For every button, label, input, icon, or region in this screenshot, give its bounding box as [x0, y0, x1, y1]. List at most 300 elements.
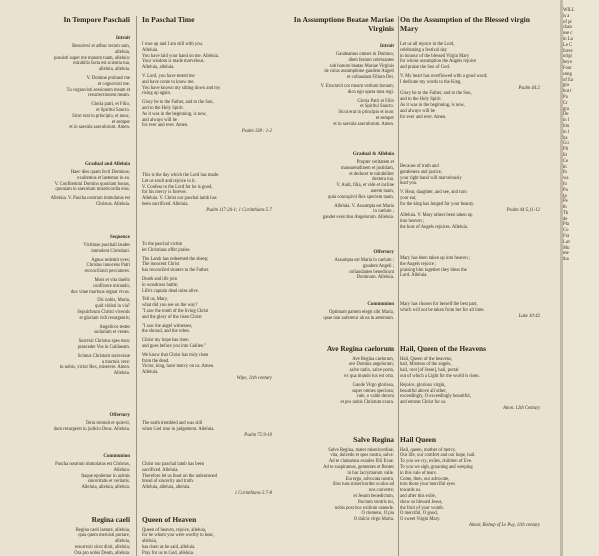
section-title: Ave Regina caelorum	[326, 344, 394, 353]
text-line: is a	[563, 13, 570, 19]
text-line: has reconciled sinners to the Father.	[142, 268, 210, 274]
verse-lines	[280, 310, 394, 322]
text-line: Resurrexi et adhuc tecum sum,	[72, 44, 130, 49]
text-line: Glory be to the Father, and to the Son,	[400, 91, 472, 97]
citation: 1 Corinthians 5:7-8	[234, 490, 272, 496]
text-line: Cr	[563, 100, 568, 106]
column-title: On the Assumption of the Blessed virgin Mary	[400, 16, 530, 33]
text-line: been sacrificed. Alleluia.	[142, 201, 189, 207]
text-line: in caelum ;	[373, 209, 394, 215]
text-line: of pr	[563, 19, 572, 25]
text-line: diem festum celebrantes	[348, 57, 394, 63]
verse-lines	[400, 213, 540, 230]
text-line: fo	[563, 170, 567, 176]
text-line: et gloriam vidi resurgentis;	[79, 315, 130, 321]
text-line: Victor, king, have mercy on us. Amen.	[142, 364, 215, 370]
text-line: hail, root [of Jesse], hail, portal	[400, 368, 459, 374]
text-line: Ave Regina caelorum,	[352, 356, 394, 362]
verse-lines	[400, 302, 540, 314]
hail-queen	[400, 436, 540, 529]
text-line: I rose up and I am still with you.	[142, 42, 204, 47]
text-line: Christus innocens Patri	[86, 263, 130, 269]
text-line: Assumpta est Maria in caelum ;	[334, 258, 394, 263]
text-line: Angelicos testes	[99, 324, 130, 330]
text-line: beautiful above all other,	[400, 388, 447, 394]
text-line: sinceritatis et veritatis.	[87, 479, 130, 485]
text-line: de cuius assumptione gaudent Angeli	[324, 69, 394, 75]
text-line: bread of sincerity and truth.	[142, 479, 194, 485]
text-line: ex qua mundo lux est orta.	[344, 373, 394, 379]
text-line: Pla	[563, 222, 569, 228]
text-line: sudarium et vestes.	[94, 330, 130, 336]
text-line: alleluia,	[142, 539, 157, 545]
section-heading: Offertory	[373, 250, 394, 255]
text-line: in hac lacrymarum valle.	[347, 470, 394, 476]
text-line: Pray for us to God, alleluia.	[142, 550, 194, 556]
text-line: et semper	[111, 119, 130, 125]
verse-lines	[142, 462, 272, 491]
text-line: quia quem meruisti portare,	[78, 533, 130, 539]
text-line: vita, dulcedo et spes nostra, salve.	[330, 453, 394, 459]
text-line: show us blessed Jesus,	[400, 499, 443, 505]
text-line: immolent Christiani.	[91, 248, 130, 254]
hail-queen-heavens	[400, 345, 540, 412]
text-line: turn those your merciful eyes	[400, 482, 455, 488]
text-line: me	[563, 251, 569, 257]
text-line: quae non auferetur ab ea in aeternum.	[323, 315, 394, 321]
text-line: illos tuos misericordes oculos ad	[332, 482, 394, 488]
text-line: but t	[563, 89, 572, 95]
text-line: and praise the Son of God.	[400, 65, 450, 71]
text-line: Therefore let us feast on the unleavened	[142, 473, 217, 479]
text-line: exceedingly, O exceedingly beautiful,	[400, 394, 471, 400]
section-heading: Sequence	[110, 235, 130, 240]
ave-regina	[280, 345, 394, 406]
text-line: et semper	[375, 115, 394, 121]
text-line: and goes before you into Galilee."	[142, 343, 207, 349]
section-heading: Offertory	[109, 413, 130, 418]
text-line: "I saw the tomb of the living Christ	[142, 308, 209, 314]
text-line: the host of Angels rejoices. Alleluia.	[400, 224, 469, 230]
text-line: Victimae paschali laudes	[83, 243, 130, 248]
text-line: Surrexit Christus spes mea:	[78, 339, 130, 345]
text-line: praising him together they bless the	[400, 267, 467, 273]
verse-lines	[142, 42, 272, 129]
text-line: Gaudeamus omnes in Domino,	[335, 52, 394, 57]
text-line: Christ our paschal lamb has been	[142, 462, 205, 467]
text-line: Agnus redemit oves;	[91, 257, 130, 263]
text-line: Ad te clamamus exsules filii Evae.	[328, 459, 394, 465]
text-line: wa	[563, 176, 569, 182]
text-line: V. Lord, you have tested me	[142, 73, 195, 79]
text-line: resurrectionem meam.	[88, 93, 130, 99]
gradual-english	[142, 173, 272, 214]
text-line: ha	[563, 135, 568, 141]
text-line: and have come to know me.	[142, 79, 195, 85]
text-line: quoniam in saeculum misericordia eius.	[55, 187, 130, 193]
text-line: and always will be	[142, 117, 178, 123]
text-line: et collaudant Filium Dei.	[347, 75, 394, 81]
citation: Aimar, Bishop of Le Puy, 11th century	[469, 522, 540, 528]
text-line: and to the Holy Spirit.	[400, 97, 442, 103]
text-line: Ora pro nobis Deum, alleluia.	[74, 550, 130, 556]
text-line: for whose assumption the Angels rejoice	[400, 59, 477, 65]
text-line: beyo	[563, 60, 573, 66]
text-line: Gu	[563, 141, 569, 147]
text-line: celebrating a festival day	[400, 47, 447, 53]
verse-lines	[8, 421, 130, 433]
text-line: in La	[563, 36, 573, 42]
text-line: th	[563, 205, 567, 211]
text-line: praecedet Vos in Galilaeam.	[77, 344, 130, 350]
text-line: for ever and ever. Amen.	[400, 114, 447, 120]
text-line: Our life, our comfort and our hope, hail.	[400, 453, 476, 459]
text-line: and to the Holy Spirit.	[142, 105, 184, 111]
regina-caeli	[8, 516, 130, 556]
section-heading: Communion	[103, 454, 130, 459]
text-line: Ce	[563, 158, 569, 164]
section-title: Hail, Queen of the Heavens	[400, 344, 487, 353]
communion-english	[142, 462, 272, 497]
section-title: Hail Queen	[400, 435, 436, 444]
gradual-english	[400, 164, 540, 231]
text-line: The Lamb has redeemed the sheep;	[142, 256, 209, 262]
text-line: Come, then, our advocate,	[400, 476, 450, 482]
text-line: Rejoice, glorious virgin,	[400, 382, 446, 388]
text-line: et deducet te mirabiliter	[349, 171, 394, 177]
text-line: Alleluia, alleluia, alleluia.	[142, 485, 191, 491]
text-line: forev	[563, 48, 573, 54]
text-line: Gaude Virgo gloriosa,	[352, 382, 394, 388]
text-line: We know that Christ has truly risen	[142, 352, 209, 358]
text-line: fo	[563, 181, 567, 187]
text-line: gra	[563, 106, 569, 112]
text-line: aurem tuam,	[370, 188, 394, 194]
communion-english	[400, 302, 540, 319]
offertory-latin	[280, 250, 394, 281]
text-line: in l	[563, 118, 570, 124]
text-line: Eia ergo, advocata nostra,	[345, 476, 394, 482]
text-line: Pa	[563, 187, 568, 193]
text-line: De	[563, 112, 569, 118]
text-line: Alleluia. V. Pascha nostrum immolatus est	[50, 196, 130, 202]
section-heading: Communion	[367, 302, 394, 307]
facing-page-edge	[563, 0, 599, 556]
verse-lines	[400, 164, 540, 208]
text-line: O sweet Virgin Mary.	[400, 517, 441, 523]
text-line: use c	[563, 31, 573, 37]
text-line: et Spiritui Sancto.	[96, 107, 130, 113]
text-line: tu nobis, victor Rex, miserere. Amen.	[59, 365, 130, 371]
text-line: nos converte;	[368, 488, 394, 494]
text-line: Four	[563, 65, 572, 71]
text-line: Pascha nostrum immolatus est Christus,	[55, 462, 130, 467]
offertory-english	[142, 421, 272, 438]
text-line: et Jesum benedictum,	[353, 493, 394, 499]
section-heading: Introit	[379, 44, 394, 49]
text-line: alleluia,	[115, 539, 130, 545]
text-line: et cognovisti me.	[97, 81, 130, 87]
citation: Psalm 75:9-10	[244, 432, 272, 438]
text-line: V. Confitemini Domino quoniam bonus,	[54, 181, 130, 187]
sequence-english	[142, 242, 272, 382]
latin-assumption-column	[280, 16, 394, 556]
text-line: Mors et vita duello	[94, 277, 130, 283]
text-line: dum resurgeret in judicio Deus. Alleluia.	[53, 426, 130, 432]
text-line: the shroud, and the robes.	[142, 329, 191, 335]
text-line: O clemens, O pia	[361, 511, 394, 517]
text-line: from the dead.	[142, 358, 170, 364]
text-line: your ear,	[400, 195, 417, 201]
text-line: V. Domine probasti me	[86, 75, 130, 81]
text-line: et in saecula saeculorum. Amen.	[69, 125, 130, 131]
text-line: lead you.	[400, 181, 418, 187]
text-line: Queen of heaven, rejoice, alleluia,	[142, 527, 207, 533]
column-title: In Tempore Paschali	[63, 16, 130, 24]
text-line: in honour of the blessed Virgin Mary	[400, 53, 470, 59]
verse-lines	[280, 160, 394, 221]
text-line: V. Eructavit cor meum verbum bonum;	[320, 83, 394, 89]
salve-regina	[280, 436, 394, 523]
text-line: Alleluia, alleluia, alleluia.	[81, 485, 130, 491]
text-line: de	[563, 216, 568, 222]
text-line: salve radix, salve porta,	[349, 368, 394, 374]
verse-lines	[142, 528, 272, 556]
text-line: sung	[563, 71, 572, 77]
citation: Anon. 12th Century	[503, 405, 540, 411]
verse-lines	[280, 357, 394, 406]
gradual-latin	[280, 152, 394, 221]
verse-lines	[400, 357, 540, 406]
offertory-latin	[8, 413, 130, 433]
text-line: towards us.	[400, 488, 422, 494]
column-title: In Assumptione Beatae Mariae Virginis	[293, 16, 394, 33]
citation: Wipo, 11th century	[236, 375, 272, 381]
english-assumption-column	[400, 16, 540, 556]
text-line: Tu cognovisti sessionem meam et	[66, 87, 130, 93]
text-line: Mary has chosen for herself the best part,	[400, 302, 478, 307]
text-line: As it was in the beginning, is now,	[142, 111, 207, 117]
text-line: The innocent Christ	[142, 262, 180, 268]
text-line: what did you see on the way?	[142, 303, 198, 309]
text-line: Pe	[563, 199, 568, 205]
text-line: Haec dies quam fecit Dominus:	[70, 170, 130, 175]
text-line: gaudent Angeli ;	[363, 263, 394, 269]
text-line: tha	[563, 257, 569, 263]
text-line: V. Confess to the Lord for he is good,	[142, 184, 213, 190]
section-heading: Gradual & Alleluia	[352, 152, 394, 157]
text-line: et Spiritui Sancto.	[360, 104, 394, 110]
text-line: for the king has longed for your beauty.	[400, 201, 475, 207]
text-line: into heaven ;	[400, 219, 425, 225]
text-line: Propter veritatem et	[356, 160, 394, 165]
text-line: reconciliavit peccatores.	[84, 269, 130, 275]
text-line: vale, o valde decora	[356, 394, 394, 400]
text-line: I dedicate my words to the King.	[400, 79, 462, 85]
column-rule	[398, 16, 399, 556]
text-line: has risen as he said, alleluia.	[142, 544, 196, 550]
text-line: for he whom you were worthy to bear,	[142, 533, 214, 539]
text-line: when God rose in judgement. Alleluia.	[142, 426, 215, 432]
text-line: Christ my hope has risen	[142, 338, 189, 344]
citation: Psalm 44:2	[518, 85, 540, 91]
citation: Psalm 117:24-1; 1 Corinthians 5:7	[206, 207, 272, 213]
text-line: and entreat Christ for us.	[400, 400, 447, 406]
verse-lines	[400, 256, 540, 279]
verse-lines	[280, 448, 394, 523]
text-line: fructum ventris tui,	[357, 499, 394, 505]
verse-lines	[8, 462, 130, 491]
text-line: Christus. Alleluia.	[96, 201, 130, 207]
text-line: Regina caeli laetare, alleluia,	[75, 527, 130, 533]
text-line: gra	[563, 83, 569, 89]
text-line: in this vale of tears.	[400, 470, 437, 476]
text-line: Because of truth and	[400, 164, 439, 169]
text-line: super omnes speciosa;	[352, 388, 394, 394]
introit-english	[142, 42, 272, 135]
text-line: Lord. Alleluia.	[400, 273, 428, 279]
text-line: (p	[563, 193, 567, 199]
text-line: Itaque epulemur in azimis	[81, 473, 130, 479]
facing-page-lines	[563, 0, 599, 263]
offertory-english	[400, 256, 540, 279]
citation: Psalm 44:5,11-12	[506, 207, 540, 213]
column-title: In Paschal Time	[142, 16, 195, 24]
text-line: This is the day which the Lord has made.	[142, 173, 220, 178]
text-line: Hail, queen, mother of mercy.	[400, 447, 457, 453]
text-line: Lav	[563, 239, 571, 245]
text-line: Dominum. Alleluia.	[356, 275, 394, 281]
text-line: sub honore beatae Mariae Virginis	[329, 63, 394, 69]
text-line: To you we sigh, groaning and weeping	[400, 464, 473, 470]
gradual-latin	[8, 162, 130, 208]
latin-paschal-column	[8, 16, 130, 556]
text-line: Sicut erat in principio et nunc	[338, 110, 394, 116]
text-line: Tell us, Mary,	[142, 297, 168, 303]
text-line: Alleluia.	[142, 47, 159, 53]
text-line: Let us all rejoice in the Lord,	[400, 42, 455, 47]
text-line: To the paschal victim	[142, 242, 183, 247]
text-line: Terra tremuit et quievit,	[85, 421, 130, 426]
text-line: et in saecula saeculorum. Amen.	[333, 121, 394, 127]
communion-latin	[8, 454, 130, 491]
text-line: Alleluia.	[113, 371, 130, 377]
text-line: O dulcis virgo Maria.	[353, 517, 394, 523]
verse-lines	[280, 258, 394, 281]
text-line: "I saw the angel witnesses,	[142, 323, 193, 329]
queen-of-heaven	[142, 516, 272, 556]
text-line: The earth trembled and was still	[142, 421, 203, 426]
text-line: quid vidisti in via?	[94, 304, 130, 310]
verse-lines	[400, 448, 540, 523]
text-line: Salve Regina, mater misericordiae,	[328, 447, 394, 453]
text-line: dux vitae mortuus regnat vivus.	[70, 289, 130, 295]
verse-lines	[142, 421, 272, 433]
text-line: Alleluia, alleluia.	[142, 65, 175, 71]
text-line: and the glory of the risen Christ	[142, 314, 202, 320]
section-heading: Introit	[115, 36, 130, 41]
text-line: nobis post hoc exilium ostende.	[334, 505, 394, 511]
text-line: gaudet exercitus Angelorum. Alleluia.	[322, 215, 394, 221]
verse-lines	[8, 44, 130, 131]
text-line: Optimam partem elegit sibi Maria,	[329, 310, 394, 315]
section-title: Queen of Heaven	[142, 515, 197, 524]
text-line: dico ego opera mea regi.	[347, 89, 394, 95]
text-line: Gloria patri, et Filio,	[91, 102, 130, 108]
text-line: out of which a Light for the world is risen.	[400, 373, 480, 379]
text-line: Your wisdom is made marvelous.	[142, 59, 205, 65]
english-paschal-column	[142, 16, 272, 556]
text-line: exultemus et laetemur in ea.	[77, 175, 130, 181]
text-line: let Christians offer praise.	[142, 247, 191, 253]
text-line: Pli	[563, 147, 569, 153]
text-line: in wondrous battle;	[142, 282, 179, 288]
verse-lines	[400, 42, 540, 86]
text-line: et pro nobis Christum exora.	[340, 400, 394, 406]
section-title: Salve Regina	[353, 435, 394, 444]
text-line: Let us exult and rejoice in it.	[142, 178, 196, 184]
text-line: your right hand will marvelously	[400, 175, 462, 181]
text-line: You have known my sitting down and my	[142, 85, 221, 91]
text-line: hail, Mistress of the angels,	[400, 362, 452, 368]
text-line: You have laid your hand on me. Alleluia.	[142, 53, 219, 59]
text-line: dextera tua.	[372, 177, 394, 183]
text-line: Death and life join	[142, 276, 178, 282]
citation: Psalm 138 : 1-2	[241, 129, 272, 135]
text-line: V. Hear, daughter, and see, and turn	[400, 190, 467, 196]
text-line: Mu	[563, 245, 570, 251]
verse-lines	[8, 243, 130, 377]
text-line: Sicut erat in principio, et nunc,	[72, 113, 130, 119]
text-line: collaudantes benedicunt	[348, 269, 394, 275]
section-title: Regina caeli	[91, 515, 130, 524]
text-line: posuisti super me manum tuam, alleluia:	[53, 55, 130, 61]
text-line: origi	[563, 54, 572, 60]
text-line: hi	[563, 164, 567, 170]
text-line: chan	[563, 25, 572, 31]
text-line: which will not be taken from her for all time.	[400, 307, 485, 313]
verse-lines	[400, 91, 540, 120]
verse-lines	[142, 242, 272, 376]
text-line: Le C	[563, 42, 573, 48]
text-line: WILL	[563, 8, 575, 13]
text-line: for ever and ever. Amen.	[142, 123, 189, 129]
text-line: rising up again.	[142, 91, 172, 97]
text-line: Fra	[563, 234, 570, 240]
introit-latin	[280, 44, 394, 128]
text-line: the fruit of your womb.	[400, 505, 444, 511]
text-line: Pa	[563, 94, 568, 100]
text-line: Ad te suspiramus, gementes et flentes	[323, 464, 394, 470]
text-line: Alleluia:	[113, 467, 130, 473]
verse-lines	[142, 173, 272, 208]
text-line: sacrificed. Alleluia.	[142, 467, 179, 473]
text-line: alleluia, alleluia.	[98, 67, 130, 73]
text-line: As it was in the beginning, is now,	[400, 102, 465, 108]
text-line: Th	[563, 210, 569, 216]
text-line: a mortuis vere:	[101, 359, 130, 365]
text-line: quia concupivit Rex speciem tuam.	[328, 194, 394, 200]
text-line: Alleluia.	[142, 370, 159, 376]
text-line: for his mercy is forever.	[142, 190, 187, 196]
text-line: resurrexit sicut dixit, alleluia;	[74, 544, 130, 550]
text-line: Sepulchrum Christi viventis	[77, 309, 130, 315]
text-line: of Ea	[563, 77, 574, 83]
text-line: Dic nobis, Maria,	[97, 298, 130, 304]
text-line: Co	[563, 228, 569, 234]
text-line: Scimus Christum surrexisse	[77, 353, 130, 359]
text-line: and after this exile,	[400, 493, 436, 499]
